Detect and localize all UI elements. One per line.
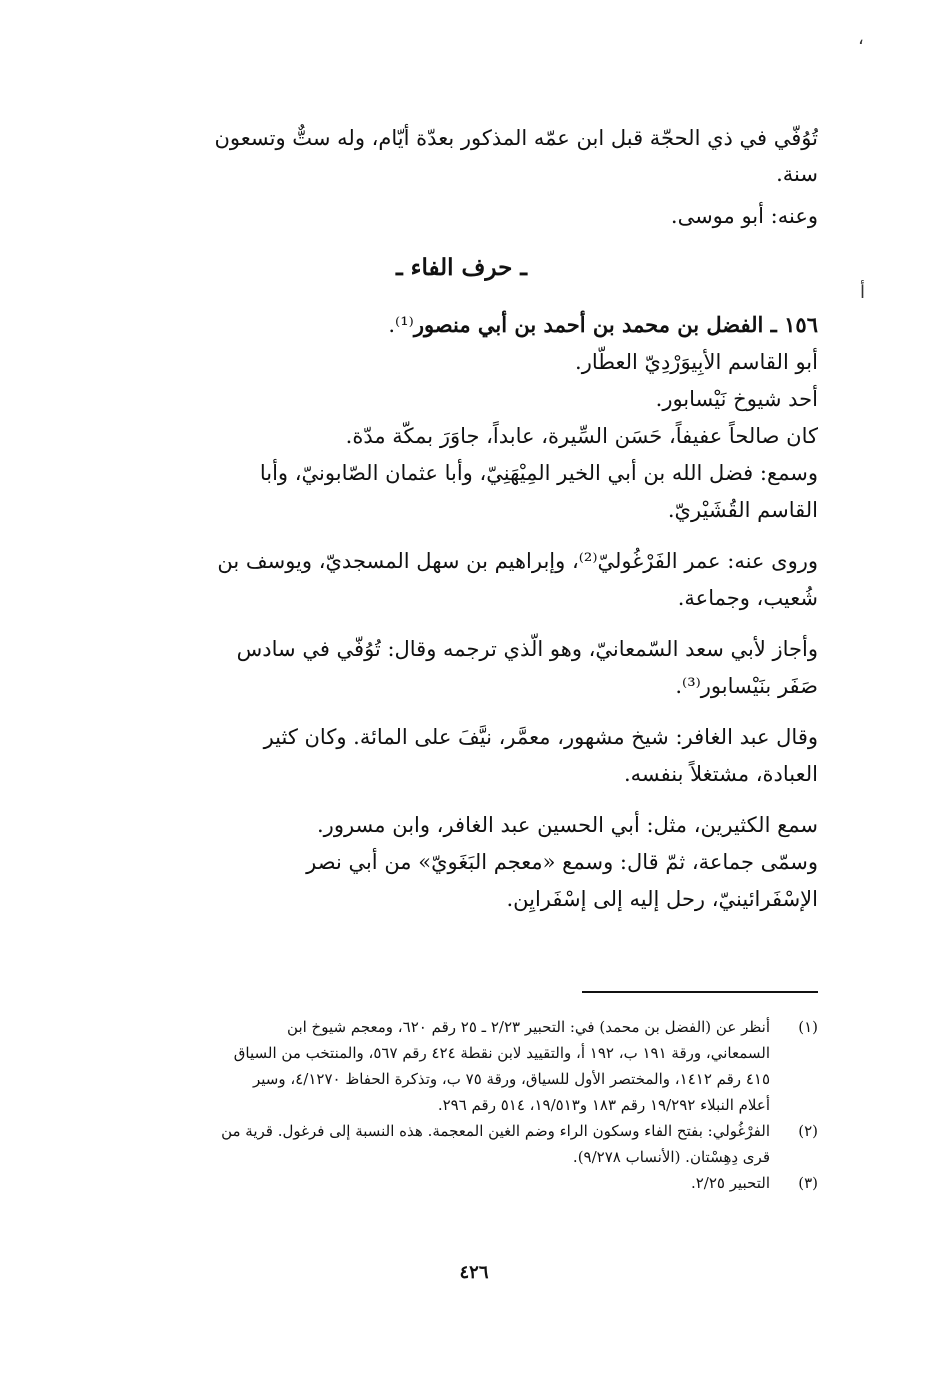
entry-line: وسمع: فضل الله بن أبي الخير المِيْهَنِيّ، وأبا عثمان الصّابونيّ، وأبا <box>259 461 818 485</box>
entry-title-note: ⁽¹⁾. <box>388 313 414 337</box>
intro-line-2: سنة. <box>776 162 818 186</box>
entry-line: وسمّى جماعة، ثمّ قال: وسمع «معجم البَغَويّ» من أبي نصر <box>306 850 818 874</box>
entry-line: الإسْفَرائينيّ، رحل إليه إلى إسْفَرايِن. <box>506 887 818 911</box>
footnote-divider <box>582 991 818 993</box>
intro-line-3: وعنه: أبو موسى. <box>670 204 818 228</box>
entry-line: وقال عبد الغافر: شيخ مشهور، معمَّر، نيَّفَ على المائة. وكان كثير <box>263 725 818 749</box>
footnote-number: (٣) <box>798 1174 818 1192</box>
entry-line: أحد شيوخ نَيْسابور. <box>655 387 818 411</box>
entry-line: صَفَر بنَيْسابور⁽³⁾. <box>675 674 818 698</box>
intro-line-1: تُوُفّي في ذي الحجّة قبل ابن عمّه المذكور بعدّة أيّام، وله ستٌّ وتسعون <box>214 126 818 150</box>
entry-block <box>105 306 818 918</box>
footnote-3 <box>105 1170 818 1196</box>
entry-line: القاسم القُشَيْريّ. <box>667 498 818 522</box>
footnote-line: أنظر عن (الفضل بن محمد) في: التحبير ٢/٢٣ ـ ٢٥ رقم ٦٢٠، ومعجم شيوخ ابن <box>287 1018 770 1036</box>
entry-line: وأجاز لأبي سعد السّمعانيّ، وهو الّذي ترجمه وقال: تُوُفّي في سادس <box>236 637 818 661</box>
footnote-line: السمعاني، ورقة ١٩١ ب، ١٩٢ أ، والتقييد لابن نقطة ٤٢٤ رقم ٥٦٧، والمنتخب من السياق <box>233 1044 770 1062</box>
entry-title-text: ١٥٦ ـ الفضل بن محمد بن أحمد بن أبي منصور <box>413 312 818 337</box>
page-number: ٤٢٦ <box>459 1262 489 1283</box>
entry-line: كان صالحاً عفيفاً، حَسَن السِّيرة، عابداً، جاوَرَ بمكّة مدّة. <box>345 424 818 448</box>
footnote-number: (٢) <box>798 1122 818 1140</box>
entry-line: سمع الكثيرين، مثل: أبي الحسين عبد الغافر، وابن مسرور. <box>317 813 818 837</box>
footnote-2 <box>105 1118 818 1170</box>
margin-mark-side: أ <box>860 282 866 303</box>
entry-line: شُعيب، وجماعة. <box>677 586 818 610</box>
footnote-number: (١) <box>798 1018 818 1036</box>
footnote-line: الفرْغُولي: بفتح الفاء وسكون الراء وضم الغين المعجمة. هذه النسبة إلى فرغول. قرية من <box>221 1122 770 1140</box>
margin-mark-top: ، <box>858 28 864 49</box>
entry-line: أبو القاسم الأبِيوَرْدِيّ العطّار. <box>575 350 818 374</box>
entry-title <box>105 306 818 344</box>
intro-block <box>105 120 818 234</box>
footnote-line: قرى دِهِسْتان. (الأنساب ٩/٢٧٨). <box>572 1148 770 1166</box>
footnote-line: أعلام النبلاء ١٩/٢٩٢ رقم ١٨٣ و١٩/٥١٣، ٥١٤ رقم ٢٩٦. <box>437 1096 770 1114</box>
footnote-1 <box>105 1014 818 1118</box>
footnote-line: ٤١٥ رقم ١٤١٢، والمختصر الأول للسياق، ورقة ٧٥ ب، وتذكرة الحفاظ ٤/١٢٧٠، وسير <box>253 1070 770 1088</box>
entry-line: العبادة، مشتغلاً بنفسه. <box>623 762 818 786</box>
section-heading: ـ حرف الفاء ـ <box>395 254 528 281</box>
entry-line: وروى عنه: عمر الفَرْغُوليّ⁽²⁾، وإبراهيم بن سهل المسجديّ، ويوسف بن <box>217 549 818 573</box>
footnotes <box>105 1014 818 1196</box>
footnote-line: التحبير ٢/٢٥. <box>690 1174 770 1192</box>
